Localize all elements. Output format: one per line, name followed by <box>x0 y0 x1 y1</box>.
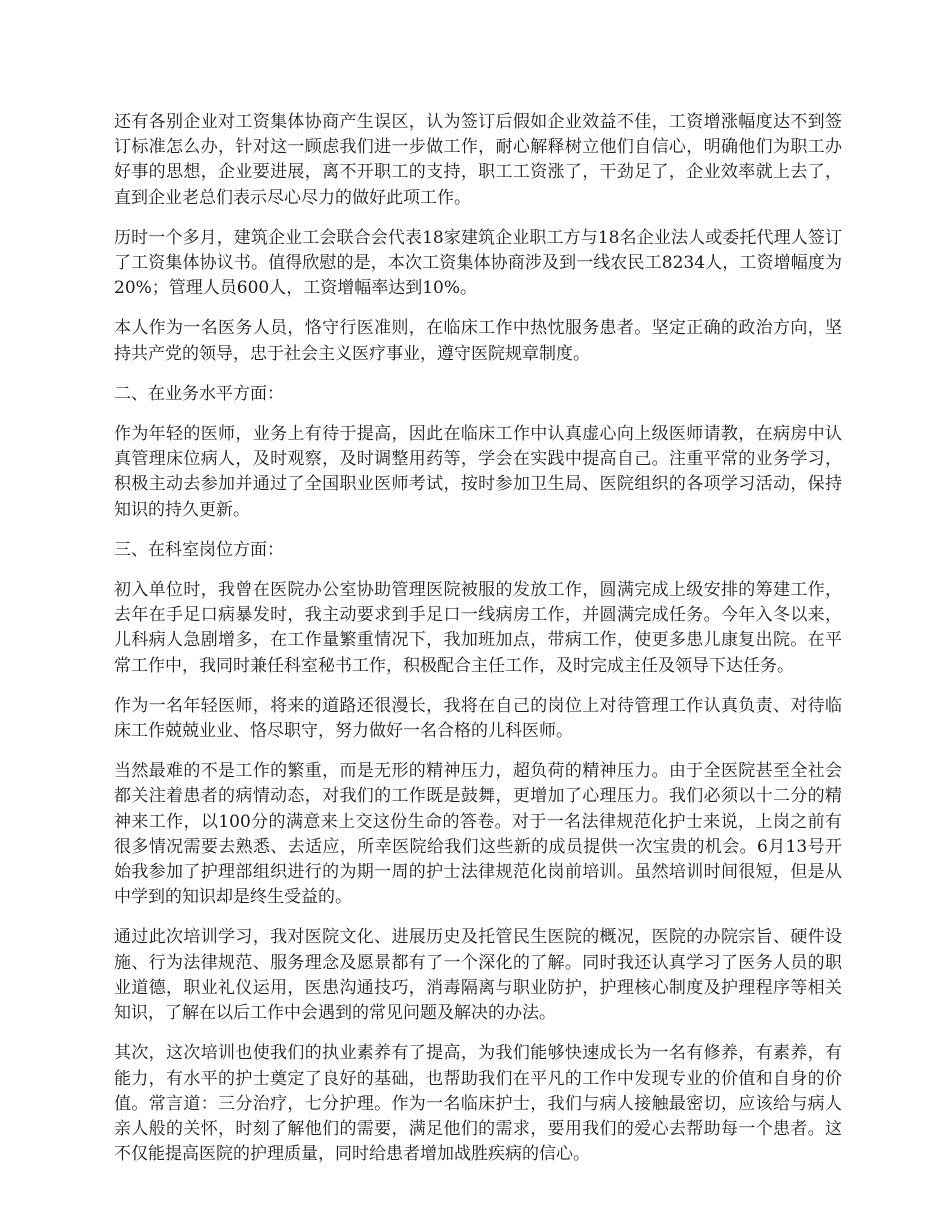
section-heading-professional-level: 二、在业务水平方面： <box>114 383 284 404</box>
paragraph-mental-pressure: 当然最难的不是工作的繁重，而是无形的精神压力，超负荷的精神压力。由于全医院甚至全社会都关注着患者的病情动态，对我们的工作既是鼓舞，更增加了心理压力。我们必须以十二分的精神来工作，以100分的满意来上交这份生命的答卷。对于一名法律规范化护士来说，上岗之前有很多情况需要去熟悉、去适应，所幸医院给我们这些新的成员提供一次宝贵的机会。6月13号开始我参加了护理部组织进行的为期一周的护士法律规范化岗前培训。虽然培训时间很短，但是从中学到的知识却是终生受益的。 <box>114 761 842 908</box>
paragraph-wage-negotiation-misconception: 还有各别企业对工资集体协商产生误区，认为签订后假如企业效益不佳，工资增涨幅度达不到签订标准怎么办，针对这一顾虑我们进一步做工作，耐心解释树立他们自信心，明确他们为职工办好事的思想，企业要进展，离不开职工的支持，职工工资涨了，干劲足了，企业效率就上去了，直到企业老总们表示尽心尽力的做好此项工作。 <box>114 112 842 208</box>
paragraph-future-commitment: 作为一名年轻医师，将来的道路还很漫长，我将在自己的岗位上对待管理工作认真负责、对待临床工作兢兢业业、恪尽职守，努力做好一名合格的儿科医师。 <box>114 695 842 742</box>
paragraph-wage-agreement-signed: 历时一个多月，建筑企业工会联合会代表18家建筑企业职工方与18名企业法人或委托代理人签订了工资集体协议书。值得欣慰的是，本次工资集体协商涉及到一线农民工8234人，工资增幅度为20%；管理人员600人，工资增幅率达到10%。 <box>114 227 842 299</box>
paragraph-training-learning: 通过此次培训学习，我对医院文化、进展历史及托管民生医院的概况，医院的办院宗旨、硬件设施、行为法律规范、服务理念及愿景都有了一个深化的了解。同时我还认真学习了医务人员的职业道德，职业礼仪运用，医患沟通技巧，消毒隔离与职业防护，护理核心制度及护理程序等相关知识，了解在以后工作中会遇到的常见问题及解决的办法。 <box>114 927 842 1024</box>
paragraph-professional-quality: 其次，这次培训也使我们的执业素养有了提高，为我们能够快速成长为一名有修养，有素养，有能力，有水平的护士奠定了良好的基础，也帮助我们在平凡的工作中发现专业的价值和自身的价值。常言道：三分治疗，七分护理。作为一名临床护士，我们与病人接触最密切，应该给与病人亲人般的关怀，时刻了解他们的需要，满足他们的需求，要用我们的爱心去帮助每一个患者。这不仅能提高医院的护理质量，同时给患者增加战胜疾病的信心。 <box>114 1043 842 1165</box>
section-heading-department-post: 三、在科室岗位方面： <box>114 539 284 560</box>
paragraph-department-post: 初入单位时，我曾在医院办公室协助管理医院被服的发放工作，圆满完成上级安排的筹建工作，去年在手足口病暴发时，我主动要求到手足口一线病房工作，并圆满完成任务。今年入冬以来，儿科病人急剧增多，在工作量繁重情况下，我加班加点，带病工作，使更多患儿康复出院。在平常工作中，我同时兼任科室秘书工作，积极配合主任工作，及时完成主任及领导下达任务。 <box>114 580 842 676</box>
paragraph-professional-level: 作为年轻的医师，业务上有待于提高，因此在临床工作中认真虚心向上级医师请教，在病房中认真管理床位病人，及时观察，及时调整用药等，学会在实践中提高自己。注重平常的业务学习，积极主动去参加并通过了全国职业医师考试，按时参加卫生局、医院组织的各项学习活动，保持知识的持久更新。 <box>114 424 842 520</box>
document-body <box>114 110 842 1182</box>
paragraph-medical-conduct: 本人作为一名医务人员，恪守行医准则，在临床工作中热忱服务患者。坚定正确的政治方向，坚持共产党的领导，忠于社会主义医疗事业，遵守医院规章制度。 <box>114 318 842 364</box>
